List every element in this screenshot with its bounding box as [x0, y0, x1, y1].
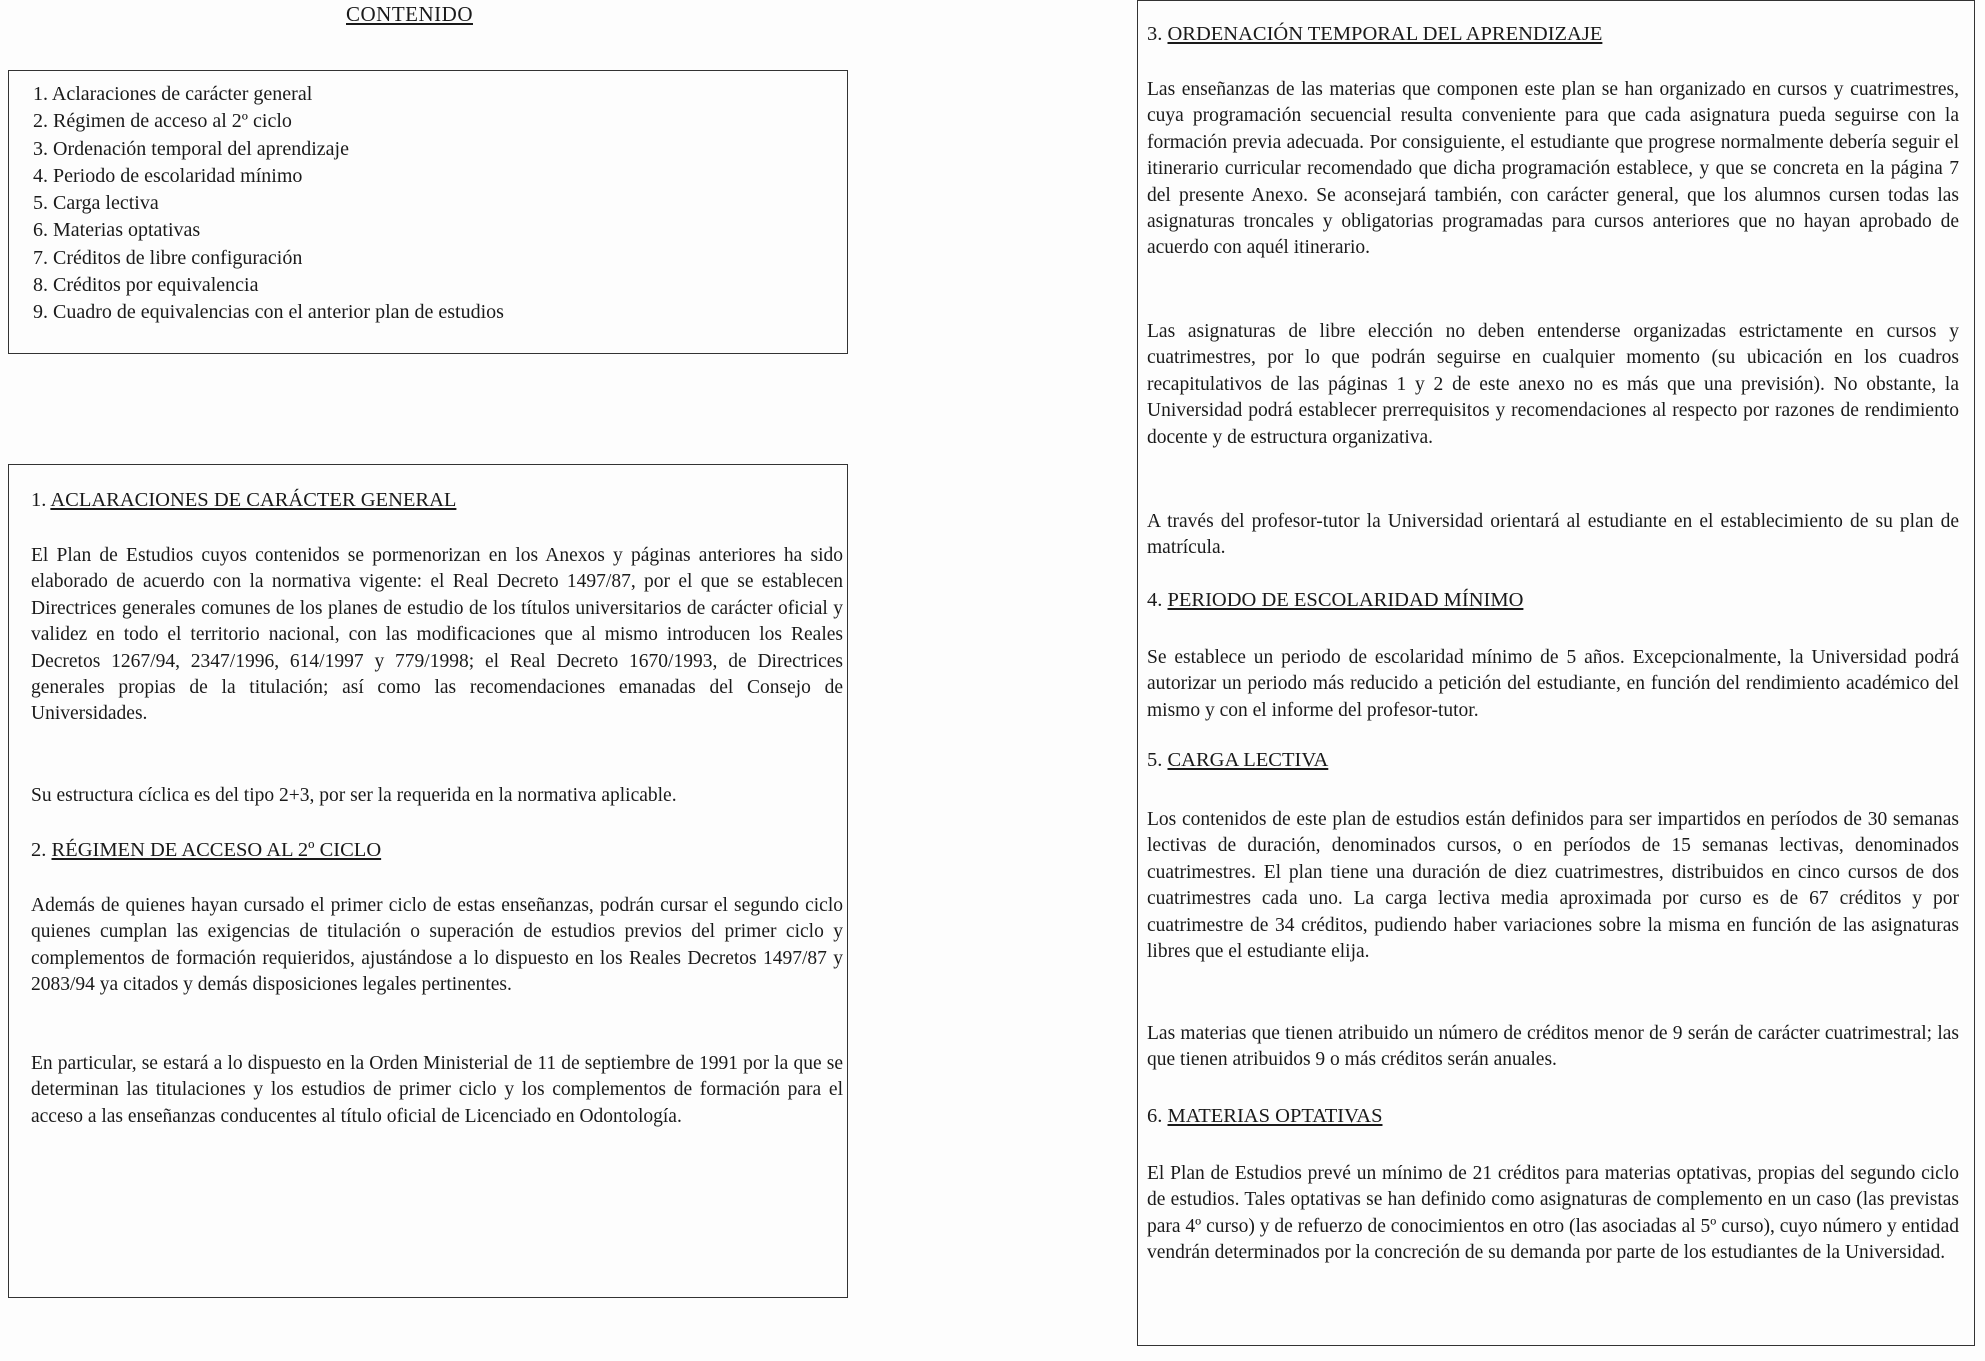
- table-of-contents: [8, 70, 848, 354]
- section-4-paragraph-1: Se establece un periodo de escolaridad mínimo de 5 años. Excepcionalmente, la Universidad podrá autorizar un periodo más reducido a petición del estudiante, en función del rendimiento académico del mismo y con el informe del profesor-tutor.: [1147, 647, 1959, 721]
- toc-item: 2. Régimen de acceso al 2º ciclo: [33, 110, 292, 133]
- section-number: 6.: [1147, 1105, 1163, 1127]
- toc-item: 1. Aclaraciones de carácter general: [33, 83, 313, 105]
- section-title: MATERIAS OPTATIVAS: [1167, 1105, 1383, 1127]
- section-number: 1.: [31, 489, 47, 511]
- section-number: 5.: [1147, 749, 1163, 771]
- contents-title: CONTENIDO: [346, 2, 473, 26]
- section-3-paragraph-3: A través del profesor-tutor la Universidad orientará al estudiante en el establecimiento de su plan de matrícula.: [1147, 511, 1959, 559]
- toc-item: 3. Ordenación temporal del aprendizaje: [33, 137, 349, 160]
- toc-item: 9. Cuadro de equivalencias con el anterior plan de estudios: [33, 301, 504, 324]
- section-3-paragraph-2: Las asignaturas de libre elección no deben entenderse organizadas estrictamente en cursos y cuatrimestres, por lo que podrán seguirse en cualquier momento (su ubicación en los cuadros recapitulativos de las páginas 1 y 2 de este anexo no es más que una previsión). No obstante, la Universidad podrá establecer prerrequisitos y recomendaciones al respecto por razones de rendimiento docente y de estructura organizativa.: [1147, 321, 1959, 448]
- toc-item: 8. Créditos por equivalencia: [33, 274, 259, 297]
- toc-list: [33, 81, 504, 327]
- section-6-heading: [1147, 1105, 1382, 1128]
- toc-item: 4. Periodo de escolaridad mínimo: [33, 164, 303, 187]
- section-number: 2.: [31, 839, 47, 861]
- section-3-heading: [1147, 23, 1602, 46]
- section-1-paragraph-1: El Plan de Estudios cuyos contenidos se pormenorizan en los Anexos y páginas anteriores ha sido elaborado de acuerdo con la normativa vigente: el Real Decreto 1497/87, por el que se establecen Directrices generales comunes de los planes de estudio de los títulos universitarios de carácter oficial y validez en todo el territorio nacional, con las modificaciones que al mismo introducen los Reales Decretos 1267/94, 2347/1996, 614/1997 y 779/1998; el Real Decreto 1670/1993, de Directrices generales propias de la titulación; así como las recomendaciones emanadas del Consejo de Universidades.: [31, 545, 843, 725]
- section-title: RÉGIMEN DE ACCESO AL 2º CICLO: [51, 839, 382, 861]
- section-6-paragraph-1: El Plan de Estudios prevé un mínimo de 21 créditos para materias optativas, propias del segundo ciclo de estudios. Tales optativas se han definido como asignaturas de complemento en un caso (las previstas para 4º curso) y de refuerzo de conocimientos en otro (las asociadas al 5º curso), cuyo número y entidad vendrán determinados por la concreción de su demanda por parte de los estudiantes de la Universidad.: [1147, 1163, 1959, 1264]
- section-title: PERIODO DE ESCOLARIDAD MÍNIMO: [1167, 589, 1524, 611]
- section-title: ORDENACIÓN TEMPORAL DEL APRENDIZAJE: [1167, 23, 1603, 45]
- right-text-box: [1137, 0, 1975, 1346]
- section-4-heading: [1147, 589, 1523, 612]
- section-number: 4.: [1147, 589, 1163, 611]
- toc-item: 6. Materias optativas: [33, 219, 201, 242]
- section-2-paragraph-1: Además de quienes hayan cursado el primer ciclo de estas enseñanzas, podrán cursar el segundo ciclo quienes cumplan las exigencias de titulación o superación de estudios previos del primer ciclo y complementos de formación requieridos, ajustándose a lo dispuesto en los Reales Decretos 1497/87 y 2083/94 ya citados y demás disposiciones legales pertinentes.: [31, 895, 843, 996]
- section-5-heading: [1147, 749, 1328, 772]
- section-5-paragraph-1: Los contenidos de este plan de estudios están definidos para ser impartidos en períodos de 30 semanas lectivas de duración, denominados cursos, o en períodos de 15 semanas lectivas, denominados cuatrimestres. El plan tiene una duración de diez cuatrimestres, distribuidos en cinco cursos de dos cuatrimestres cada uno. La carga lectiva media aproximada por curso es de 67 créditos y por cuatrimestre de 34 créditos, pudiendo haber variaciones sobre la misma en función de las asignaturas libres que el estudiante elija.: [1147, 809, 1959, 963]
- section-title: CARGA LECTIVA: [1167, 749, 1329, 771]
- section-2-heading: [31, 839, 381, 862]
- left-text-box: [8, 464, 848, 1298]
- toc-item: 5. Carga lectiva: [33, 192, 159, 215]
- section-2-paragraph-2: En particular, se estará a lo dispuesto en la Orden Ministerial de 11 de septiembre de 1991 por la que se determinan las titulaciones y los estudios de primer ciclo y los complementos de formación para el acceso a las enseñanzas conducentes al título oficial de Licenciado en Odontología.: [31, 1053, 843, 1127]
- toc-item: 7. Créditos de libre configuración: [33, 246, 303, 269]
- section-1-heading: [31, 489, 456, 512]
- section-3-paragraph-1: Las enseñanzas de las materias que componen este plan se han organizado en cursos y cuatrimestres, cuya programación secuencial resulta conveniente para que cada asignatura pueda seguirse con la formación previa adecuada. Por consiguiente, el estudiante que progrese normalmente debería seguir el itinerario curricular recomendado que dicha programación establece, y que se concreta en la página 7 del presente Anexo. Se aconsejará también, con carácter general, que los alumnos cursen todas las asignaturas troncales y obligatorias programadas para cursos anteriores que no hayan aprobado de acuerdo con aquél itinerario.: [1147, 79, 1959, 259]
- section-title: ACLARACIONES DE CARÁCTER GENERAL: [50, 489, 457, 511]
- section-number: 3.: [1147, 23, 1163, 45]
- section-1-paragraph-2: Su estructura cíclica es del tipo 2+3, por ser la requerida en la normativa aplicable.: [31, 785, 677, 806]
- section-5-paragraph-2: Las materias que tienen atribuido un número de créditos menor de 9 serán de carácter cuatrimestral; las que tienen atribuidos 9 o más créditos serán anuales.: [1147, 1023, 1959, 1071]
